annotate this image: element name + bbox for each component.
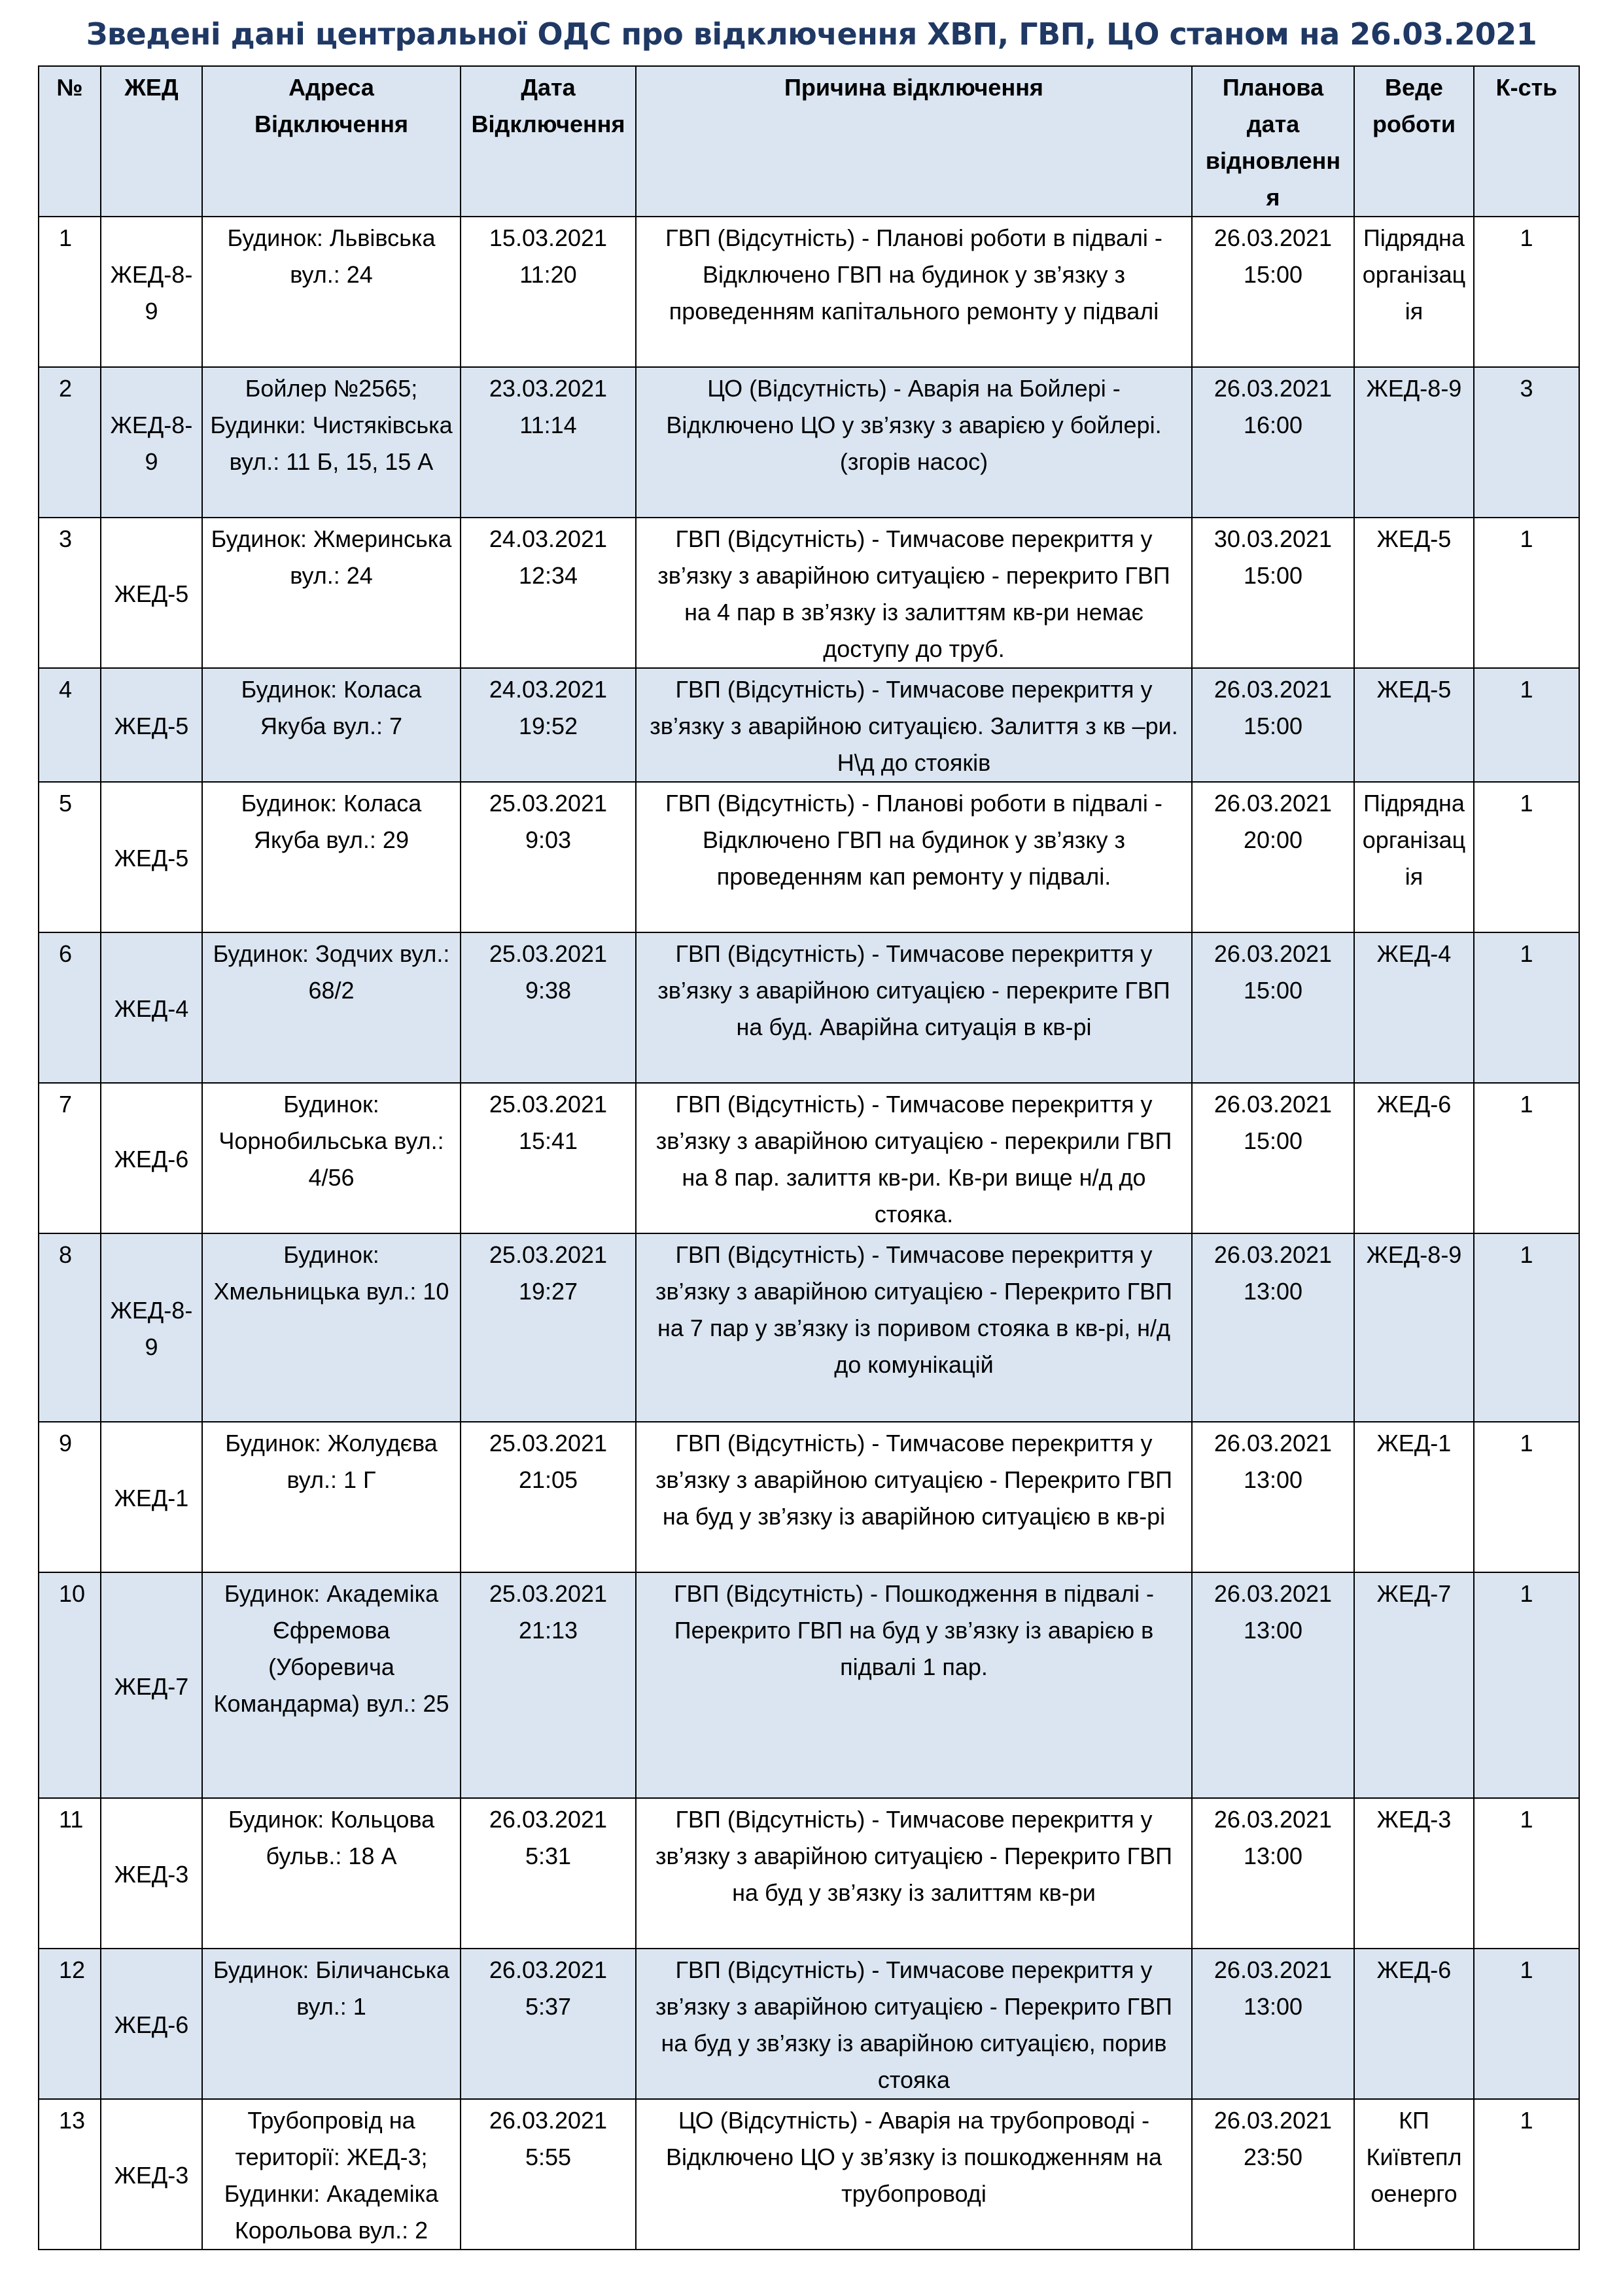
row-worker: ЖЕД-6: [1354, 1083, 1474, 1233]
row-zhed: ЖЕД-6: [101, 1083, 202, 1233]
row-worker: ЖЕД-3: [1354, 1798, 1474, 1949]
table-row: [39, 1422, 1579, 1572]
row-worker: ЖЕД-4: [1354, 932, 1474, 1083]
header-number: №: [39, 66, 101, 217]
row-number: 10: [39, 1572, 101, 1798]
row-reason: ГВП (Відсутність) - Тимчасове перекриття у зв’язку з аварійною ситуацією - Перекрито ГВП на буд у зв’язку із аварійною ситуацією в кв-рі: [636, 1422, 1192, 1572]
row-number: 2: [39, 367, 101, 518]
row-number: 4: [39, 668, 101, 782]
header-address: Адреса Відключення: [202, 66, 461, 217]
row-number: 1: [39, 217, 101, 367]
row-zhed: ЖЕД-8-9: [101, 217, 202, 367]
row-reason: ГВП (Відсутність) - Тимчасове перекриття у зв’язку з аварійною ситуацією - перекрите ГВП на буд. Аварійна ситуація в кв-рі: [636, 932, 1192, 1083]
row-date: 25.03.2021 15:41: [461, 1083, 636, 1233]
row-number: 11: [39, 1798, 101, 1949]
row-number: 6: [39, 932, 101, 1083]
document-title: Зведені дані центральної ОДС про відключення ХВП, ГВП, ЦО станом на 26.03.2021: [86, 16, 1537, 52]
table-row: [39, 932, 1579, 1083]
row-count: 1: [1474, 1422, 1579, 1572]
row-count: 1: [1474, 518, 1579, 668]
row-reason: ГВП (Відсутність) - Пошкодження в підвалі - Перекрито ГВП на буд у зв’язку із аварією в підвалі 1 пар.: [636, 1572, 1192, 1798]
row-address: Будинок: Академіка Єфремова (Уборевича Командарма) вул.: 25: [202, 1572, 461, 1798]
row-zhed: ЖЕД-3: [101, 2099, 202, 2250]
row-zhed: ЖЕД-7: [101, 1572, 202, 1798]
row-restore-date: 26.03.2021 15:00: [1192, 932, 1354, 1083]
row-count: 1: [1474, 1949, 1579, 2099]
row-restore-date: 26.03.2021 20:00: [1192, 782, 1354, 932]
row-number: 7: [39, 1083, 101, 1233]
row-count: 1: [1474, 2099, 1579, 2250]
row-restore-date: 30.03.2021 15:00: [1192, 518, 1354, 668]
outage-table: [38, 65, 1580, 2250]
table-row: [39, 1572, 1579, 1798]
row-address: Будинок: Чорнобильська вул.: 4/56: [202, 1083, 461, 1233]
row-count: 1: [1474, 217, 1579, 367]
header-restore-date: Планова дата відновлення: [1192, 66, 1354, 217]
row-zhed: ЖЕД-8-9: [101, 1233, 202, 1422]
row-count: 1: [1474, 782, 1579, 932]
row-reason: ГВП (Відсутність) - Тимчасове перекриття у зв’язку з аварійною ситуацією - Перекрито ГВП на буд у зв’язку із залиттям кв-ри: [636, 1798, 1192, 1949]
row-number: 3: [39, 518, 101, 668]
row-address: Будинок: Хмельницька вул.: 10: [202, 1233, 461, 1422]
row-address: Будинок: Жмеринська вул.: 24: [202, 518, 461, 668]
header-reason: Причина відключення: [636, 66, 1192, 217]
row-zhed: ЖЕД-5: [101, 668, 202, 782]
row-date: 23.03.2021 11:14: [461, 367, 636, 518]
row-worker: ЖЕД-8-9: [1354, 1233, 1474, 1422]
row-worker: ЖЕД-5: [1354, 668, 1474, 782]
row-zhed: ЖЕД-3: [101, 1798, 202, 1949]
row-reason: ГВП (Відсутність) - Тимчасове перекриття у зв’язку з аварійною ситуацією - перекрито ГВП на 4 пар в зв’язку із залиттям кв-ри немає доступу до труб.: [636, 518, 1192, 668]
row-restore-date: 26.03.2021 15:00: [1192, 217, 1354, 367]
row-number: 5: [39, 782, 101, 932]
row-reason: ГВП (Відсутність) - Тимчасове перекриття у зв’язку з аварійною ситуацією - Перекрито ГВП на 7 пар у зв’язку із поривом стояка в кв-рі, н/д до комунікацій: [636, 1233, 1192, 1422]
header-count: К-сть: [1474, 66, 1579, 217]
row-reason: ГВП (Відсутність) - Планові роботи в підвалі - Відключено ГВП на будинок у зв’язку з проведенням капітального ремонту у підвалі: [636, 217, 1192, 367]
row-date: 26.03.2021 5:31: [461, 1798, 636, 1949]
row-address: Будинок: Коласа Якуба вул.: 29: [202, 782, 461, 932]
row-date: 25.03.2021 21:05: [461, 1422, 636, 1572]
row-restore-date: 26.03.2021 13:00: [1192, 1572, 1354, 1798]
row-count: 1: [1474, 1798, 1579, 1949]
row-reason: ГВП (Відсутність) - Планові роботи в підвалі - Відключено ГВП на будинок у зв’язку з проведенням кап ремонту у підвалі.: [636, 782, 1192, 932]
row-date: 25.03.2021 9:38: [461, 932, 636, 1083]
row-date: 15.03.2021 11:20: [461, 217, 636, 367]
row-restore-date: 26.03.2021 16:00: [1192, 367, 1354, 518]
row-date: 24.03.2021 12:34: [461, 518, 636, 668]
row-worker: ЖЕД-6: [1354, 1949, 1474, 2099]
header-zhed: ЖЕД: [101, 66, 202, 217]
row-number: 8: [39, 1233, 101, 1422]
row-reason: ЦО (Відсутність) - Аварія на Бойлері - Відключено ЦО у зв’язку з аварією у бойлері. (згорів насос): [636, 367, 1192, 518]
table-row: [39, 1083, 1579, 1233]
header-worker: Веде роботи: [1354, 66, 1474, 217]
row-address: Бойлер №2565; Будинки: Чистяківська вул.: 11 Б, 15, 15 А: [202, 367, 461, 518]
table-row: [39, 217, 1579, 367]
row-zhed: ЖЕД-4: [101, 932, 202, 1083]
row-count: 1: [1474, 1233, 1579, 1422]
row-reason: ГВП (Відсутність) - Тимчасове перекриття у зв’язку з аварійною ситуацією. Залиття з кв –ри. Н\д до стояків: [636, 668, 1192, 782]
row-worker: ЖЕД-7: [1354, 1572, 1474, 1798]
row-date: 25.03.2021 9:03: [461, 782, 636, 932]
row-address: Трубопровід на території: ЖЕД-3; Будинки: Академіка Корольова вул.: 2: [202, 2099, 461, 2250]
row-date: 25.03.2021 21:13: [461, 1572, 636, 1798]
row-address: Будинок: Львівська вул.: 24: [202, 217, 461, 367]
row-address: Будинок: Жолудєва вул.: 1 Г: [202, 1422, 461, 1572]
row-reason: ЦО (Відсутність) - Аварія на трубопроводі - Відключено ЦО у зв’язку із пошкодженням на трубопроводі: [636, 2099, 1192, 2250]
row-restore-date: 26.03.2021 23:50: [1192, 2099, 1354, 2250]
row-reason: ГВП (Відсутність) - Тимчасове перекриття у зв’язку з аварійною ситуацією - Перекрито ГВП на буд у зв’язку із аварійною ситуацією, порив стояка: [636, 1949, 1192, 2099]
table-row: [39, 1798, 1579, 1949]
row-worker: ЖЕД-5: [1354, 518, 1474, 668]
table-row: [39, 1233, 1579, 1422]
row-count: 1: [1474, 1083, 1579, 1233]
row-date: 26.03.2021 5:37: [461, 1949, 636, 2099]
table-row: [39, 518, 1579, 668]
row-zhed: ЖЕД-5: [101, 782, 202, 932]
row-worker: Підрядна організація: [1354, 782, 1474, 932]
row-restore-date: 26.03.2021 13:00: [1192, 1798, 1354, 1949]
table-header-row: [39, 66, 1579, 217]
row-worker: КП Київтеплоенерго: [1354, 2099, 1474, 2250]
row-restore-date: 26.03.2021 13:00: [1192, 1422, 1354, 1572]
table-row: [39, 2099, 1579, 2250]
header-date: Дата Відключення: [461, 66, 636, 217]
row-date: 24.03.2021 19:52: [461, 668, 636, 782]
row-zhed: ЖЕД-5: [101, 518, 202, 668]
table-row: [39, 668, 1579, 782]
row-zhed: ЖЕД-1: [101, 1422, 202, 1572]
row-worker: ЖЕД-8-9: [1354, 367, 1474, 518]
row-address: Будинок: Кольцова бульв.: 18 А: [202, 1798, 461, 1949]
row-number: 13: [39, 2099, 101, 2250]
row-zhed: ЖЕД-6: [101, 1949, 202, 2099]
row-worker: Підрядна організація: [1354, 217, 1474, 367]
row-count: 3: [1474, 367, 1579, 518]
row-restore-date: 26.03.2021 15:00: [1192, 1083, 1354, 1233]
row-count: 1: [1474, 932, 1579, 1083]
table-row: [39, 1949, 1579, 2099]
row-date: 25.03.2021 19:27: [461, 1233, 636, 1422]
row-count: 1: [1474, 668, 1579, 782]
table-row: [39, 367, 1579, 518]
row-reason: ГВП (Відсутність) - Тимчасове перекриття у зв’язку з аварійною ситуацією - перекрили ГВП на 8 пар. залиття кв-ри. Кв-ри вище н/д до стояка.: [636, 1083, 1192, 1233]
row-date: 26.03.2021 5:55: [461, 2099, 636, 2250]
row-restore-date: 26.03.2021 13:00: [1192, 1233, 1354, 1422]
row-number: 12: [39, 1949, 101, 2099]
row-number: 9: [39, 1422, 101, 1572]
row-address: Будинок: Коласа Якуба вул.: 7: [202, 668, 461, 782]
row-address: Будинок: Біличанська вул.: 1: [202, 1949, 461, 2099]
row-worker: ЖЕД-1: [1354, 1422, 1474, 1572]
row-restore-date: 26.03.2021 13:00: [1192, 1949, 1354, 2099]
row-count: 1: [1474, 1572, 1579, 1798]
row-zhed: ЖЕД-8-9: [101, 367, 202, 518]
row-restore-date: 26.03.2021 15:00: [1192, 668, 1354, 782]
table-row: [39, 782, 1579, 932]
row-address: Будинок: Зодчих вул.: 68/2: [202, 932, 461, 1083]
